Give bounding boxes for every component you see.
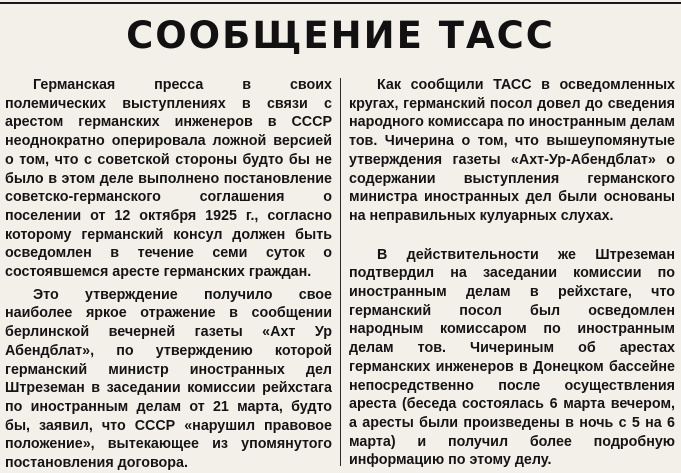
- right-paragraph-2: В действительности же Штреземан подтвердил на заседании комиссии по иностранным делам в рейхстаге, что германский посол был осведомлен народным комиссаром по иностранным делам тов. Чичериным об арестах германских инженеров в Донецком бассейне непосредственно после осуществления ареста (беседа состоялась 6 марта вечером, а аресты были произведены в ночь с 5 на 6 марта) и получил более подробную информацию по этому делу.: [349, 246, 675, 469]
- right-paragraph-1: Как сообщили ТАСС в осведомленных кругах, германский посол довел до сведения народного комиссара по иностранным делам тов. Чичерина о том, что вышеупомянутые утверждения газеты «Ахт-Ур-Абендблат» о содержании выступления германского министра иностранных дел были основаны на неправильных кулуарных слухах.: [349, 77, 675, 224]
- column-divider: [340, 78, 341, 466]
- headline: СООБЩЕНИЕ ТАСС: [126, 14, 555, 57]
- left-paragraph-2: Это утверждение получило свое наиболее яркое отражение в сообщении берлинской вечерней газеты «Ахт Ур Абендблат», по утверждению которой германский министр иностранных дел Штреземан в заседании комиссии рейхстага по иностранным делам от 21 марта, будто бы, заявил, что СССР «нарушил правовое положение», вытекающее из упомянутого постановления договора.: [5, 286, 332, 472]
- right-column: [349, 76, 675, 470]
- top-rule: [0, 2, 681, 4]
- left-paragraph-1: Германская пресса в своих полемических выступлениях в связи с арестом германских инженеров в СССР неоднократно оперировала ложной версией о том, что с советской стороны будто бы не было в этом деле выполнено постановление советско-германского соглашения о поселении от 12 октября 1925 г., согласно которому германский консул должен быть осведомлен в течение семи суток о состоявшемся аресте германских граждан.: [5, 77, 332, 281]
- left-column: [5, 76, 332, 473]
